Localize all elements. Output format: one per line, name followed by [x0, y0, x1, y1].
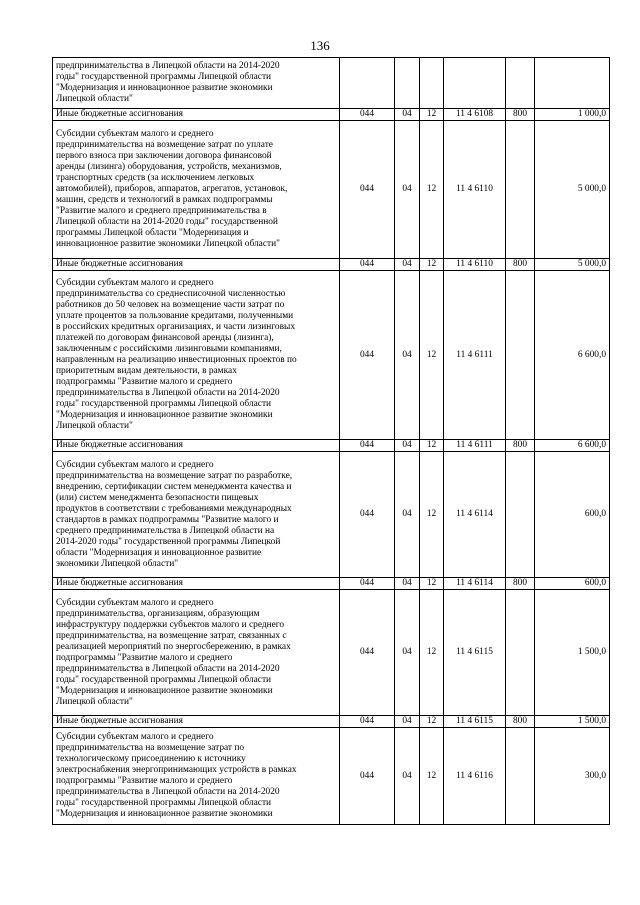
- row-name: Субсидии субъектам малого и среднего предпринимательства на возмещение затрат по разработке, внедрению, сертификации систем менеджмента качества и (или) систем менеджмента безопасности пищевых продуктов в соответствии с требованиями международных стандартов в рамках подпрограммы "Развитие малого и среднего предпринимательства в Липецкой области на 2014-2020 годы" государственной программы Липецкой области "Модернизация и инновационное развитие экономики Липецкой области": [53, 452, 340, 578]
- row-name: Субсидии субъектам малого и среднего предпринимательства на возмещение затрат по уплате первого взноса при заключении договора финансовой аренды (лизинга) оборудования, устройств, механизмов, транспортных средств (за исключением легковых автомобилей), приборов, аппаратов, агрегатов, установок, машин, средств и технологий в рамках подпрограммы "Развитие малого и среднего предпринимательства в Липецкой области на 2014-2020 годы" государственной программы Липецкой области "Модернизация и инновационное развитие экономики Липецкой области": [53, 121, 340, 259]
- section-code: 04: [395, 271, 420, 440]
- amount: 6 600,0: [535, 271, 610, 440]
- ministry-code: 044: [340, 259, 395, 271]
- subsection-code: 12: [420, 728, 444, 825]
- section-code: 04: [395, 440, 420, 452]
- amount: 300,0: [535, 728, 610, 825]
- amount: 600,0: [535, 578, 610, 590]
- ministry-code: 044: [340, 440, 395, 452]
- table-row: [53, 58, 610, 109]
- subsection-code: 12: [420, 590, 444, 716]
- target-article-code: 11 4 6108: [444, 109, 506, 121]
- section-code: 04: [395, 716, 420, 728]
- target-article-code: 11 4 6116: [444, 728, 506, 825]
- amount: 600,0: [535, 452, 610, 578]
- row-name: Иные бюджетные ассигнования: [53, 578, 340, 590]
- ministry-code: 044: [340, 590, 395, 716]
- section-code: 04: [395, 578, 420, 590]
- amount: 5 000,0: [535, 121, 610, 259]
- expense-type-code: [506, 58, 535, 109]
- page-number: 136: [310, 38, 330, 53]
- amount: 6 600,0: [535, 440, 610, 452]
- target-article-code: 11 4 6115: [444, 590, 506, 716]
- section-code: [395, 58, 420, 109]
- row-name: Субсидии субъектам малого и среднего предпринимательства, организациям, образующим инфраструктуру поддержки субъектов малого и среднего предпринимательства, на возмещение затрат, связанных с реализацией мероприятий по энергосбережению, в рамках подпрограммы "Развитие малого и среднего предпринимательства в Липецкой области на 2014-2020 годы" государственной программы Липецкой области "Модернизация и инновационное развитие экономики Липецкой области": [53, 590, 340, 716]
- expense-type-code: 800: [506, 716, 535, 728]
- row-name: Субсидии субъектам малого и среднего предпринимательства со среднесписочной численностью работников до 50 человек на возмещение части затрат по уплате процентов за пользование кредитами, полученными в российских кредитных организациях, и части лизинговых платежей по договорам финансовой аренды (лизинга), заключенным с российскими лизинговыми компаниями, направленным на реализацию инвестиционных проектов по приоритетным видам деятельности, в рамках подпрограммы "Развитие малого и среднего предпринимательства в Липецкой области на 2014-2020 годы" государственной программы Липецкой области "Модернизация и инновационное развитие экономики Липецкой области": [53, 271, 340, 440]
- row-name: Субсидии субъектам малого и среднего предпринимательства на возмещение затрат по технологическому присоединению к источнику электроснабжения энергопринимающих устройств в рамках подпрограммы "Развитие малого и среднего предпринимательства в Липецкой области на 2014-2020 годы" государственной программы Липецкой области "Модернизация и инновационное развитие экономики: [53, 728, 340, 825]
- section-code: 04: [395, 590, 420, 716]
- section-code: 04: [395, 259, 420, 271]
- ministry-code: 044: [340, 271, 395, 440]
- target-article-code: 11 4 6110: [444, 121, 506, 259]
- expense-type-code: 800: [506, 578, 535, 590]
- table-row: [53, 271, 610, 440]
- ministry-code: 044: [340, 452, 395, 578]
- expense-type-code: [506, 728, 535, 825]
- table-row: [53, 578, 610, 590]
- expense-type-code: 800: [506, 109, 535, 121]
- subsection-code: 12: [420, 716, 444, 728]
- target-article-code: 11 4 6111: [444, 271, 506, 440]
- table-row: [53, 716, 610, 728]
- section-code: 04: [395, 121, 420, 259]
- amount: 1 000,0: [535, 109, 610, 121]
- table-row: [53, 590, 610, 716]
- section-code: 04: [395, 452, 420, 578]
- expense-type-code: 800: [506, 259, 535, 271]
- subsection-code: 12: [420, 578, 444, 590]
- amount: 1 500,0: [535, 716, 610, 728]
- amount: [535, 58, 610, 109]
- ministry-code: 044: [340, 121, 395, 259]
- table-row: [53, 440, 610, 452]
- target-article-code: 11 4 6114: [444, 578, 506, 590]
- expense-type-code: 800: [506, 440, 535, 452]
- ministry-code: [340, 58, 395, 109]
- table-row: [53, 259, 610, 271]
- row-name: предпринимательства в Липецкой области на 2014-2020 годы" государственной программы Липецкой области "Модернизация и инновационное развитие экономики Липецкой области": [53, 58, 340, 109]
- table-row: [53, 121, 610, 259]
- amount: 5 000,0: [535, 259, 610, 271]
- target-article-code: 11 4 6110: [444, 259, 506, 271]
- ministry-code: 044: [340, 728, 395, 825]
- expense-type-code: [506, 452, 535, 578]
- table-row: [53, 728, 610, 825]
- section-code: 04: [395, 109, 420, 121]
- table-row: [53, 109, 610, 121]
- subsection-code: [420, 58, 444, 109]
- row-name: Иные бюджетные ассигнования: [53, 109, 340, 121]
- table-body: [53, 58, 610, 825]
- target-article-code: 11 4 6115: [444, 716, 506, 728]
- target-article-code: [444, 58, 506, 109]
- budget-table: [52, 57, 610, 825]
- subsection-code: 12: [420, 121, 444, 259]
- row-name: Иные бюджетные ассигнования: [53, 716, 340, 728]
- target-article-code: 11 4 6114: [444, 452, 506, 578]
- subsection-code: 12: [420, 452, 444, 578]
- subsection-code: 12: [420, 109, 444, 121]
- table-row: [53, 452, 610, 578]
- row-name: Иные бюджетные ассигнования: [53, 440, 340, 452]
- expense-type-code: [506, 271, 535, 440]
- row-name: Иные бюджетные ассигнования: [53, 259, 340, 271]
- ministry-code: 044: [340, 109, 395, 121]
- ministry-code: 044: [340, 578, 395, 590]
- expense-type-code: [506, 590, 535, 716]
- subsection-code: 12: [420, 271, 444, 440]
- ministry-code: 044: [340, 716, 395, 728]
- subsection-code: 12: [420, 440, 444, 452]
- section-code: 04: [395, 728, 420, 825]
- target-article-code: 11 4 6111: [444, 440, 506, 452]
- amount: 1 500,0: [535, 590, 610, 716]
- subsection-code: 12: [420, 259, 444, 271]
- expense-type-code: [506, 121, 535, 259]
